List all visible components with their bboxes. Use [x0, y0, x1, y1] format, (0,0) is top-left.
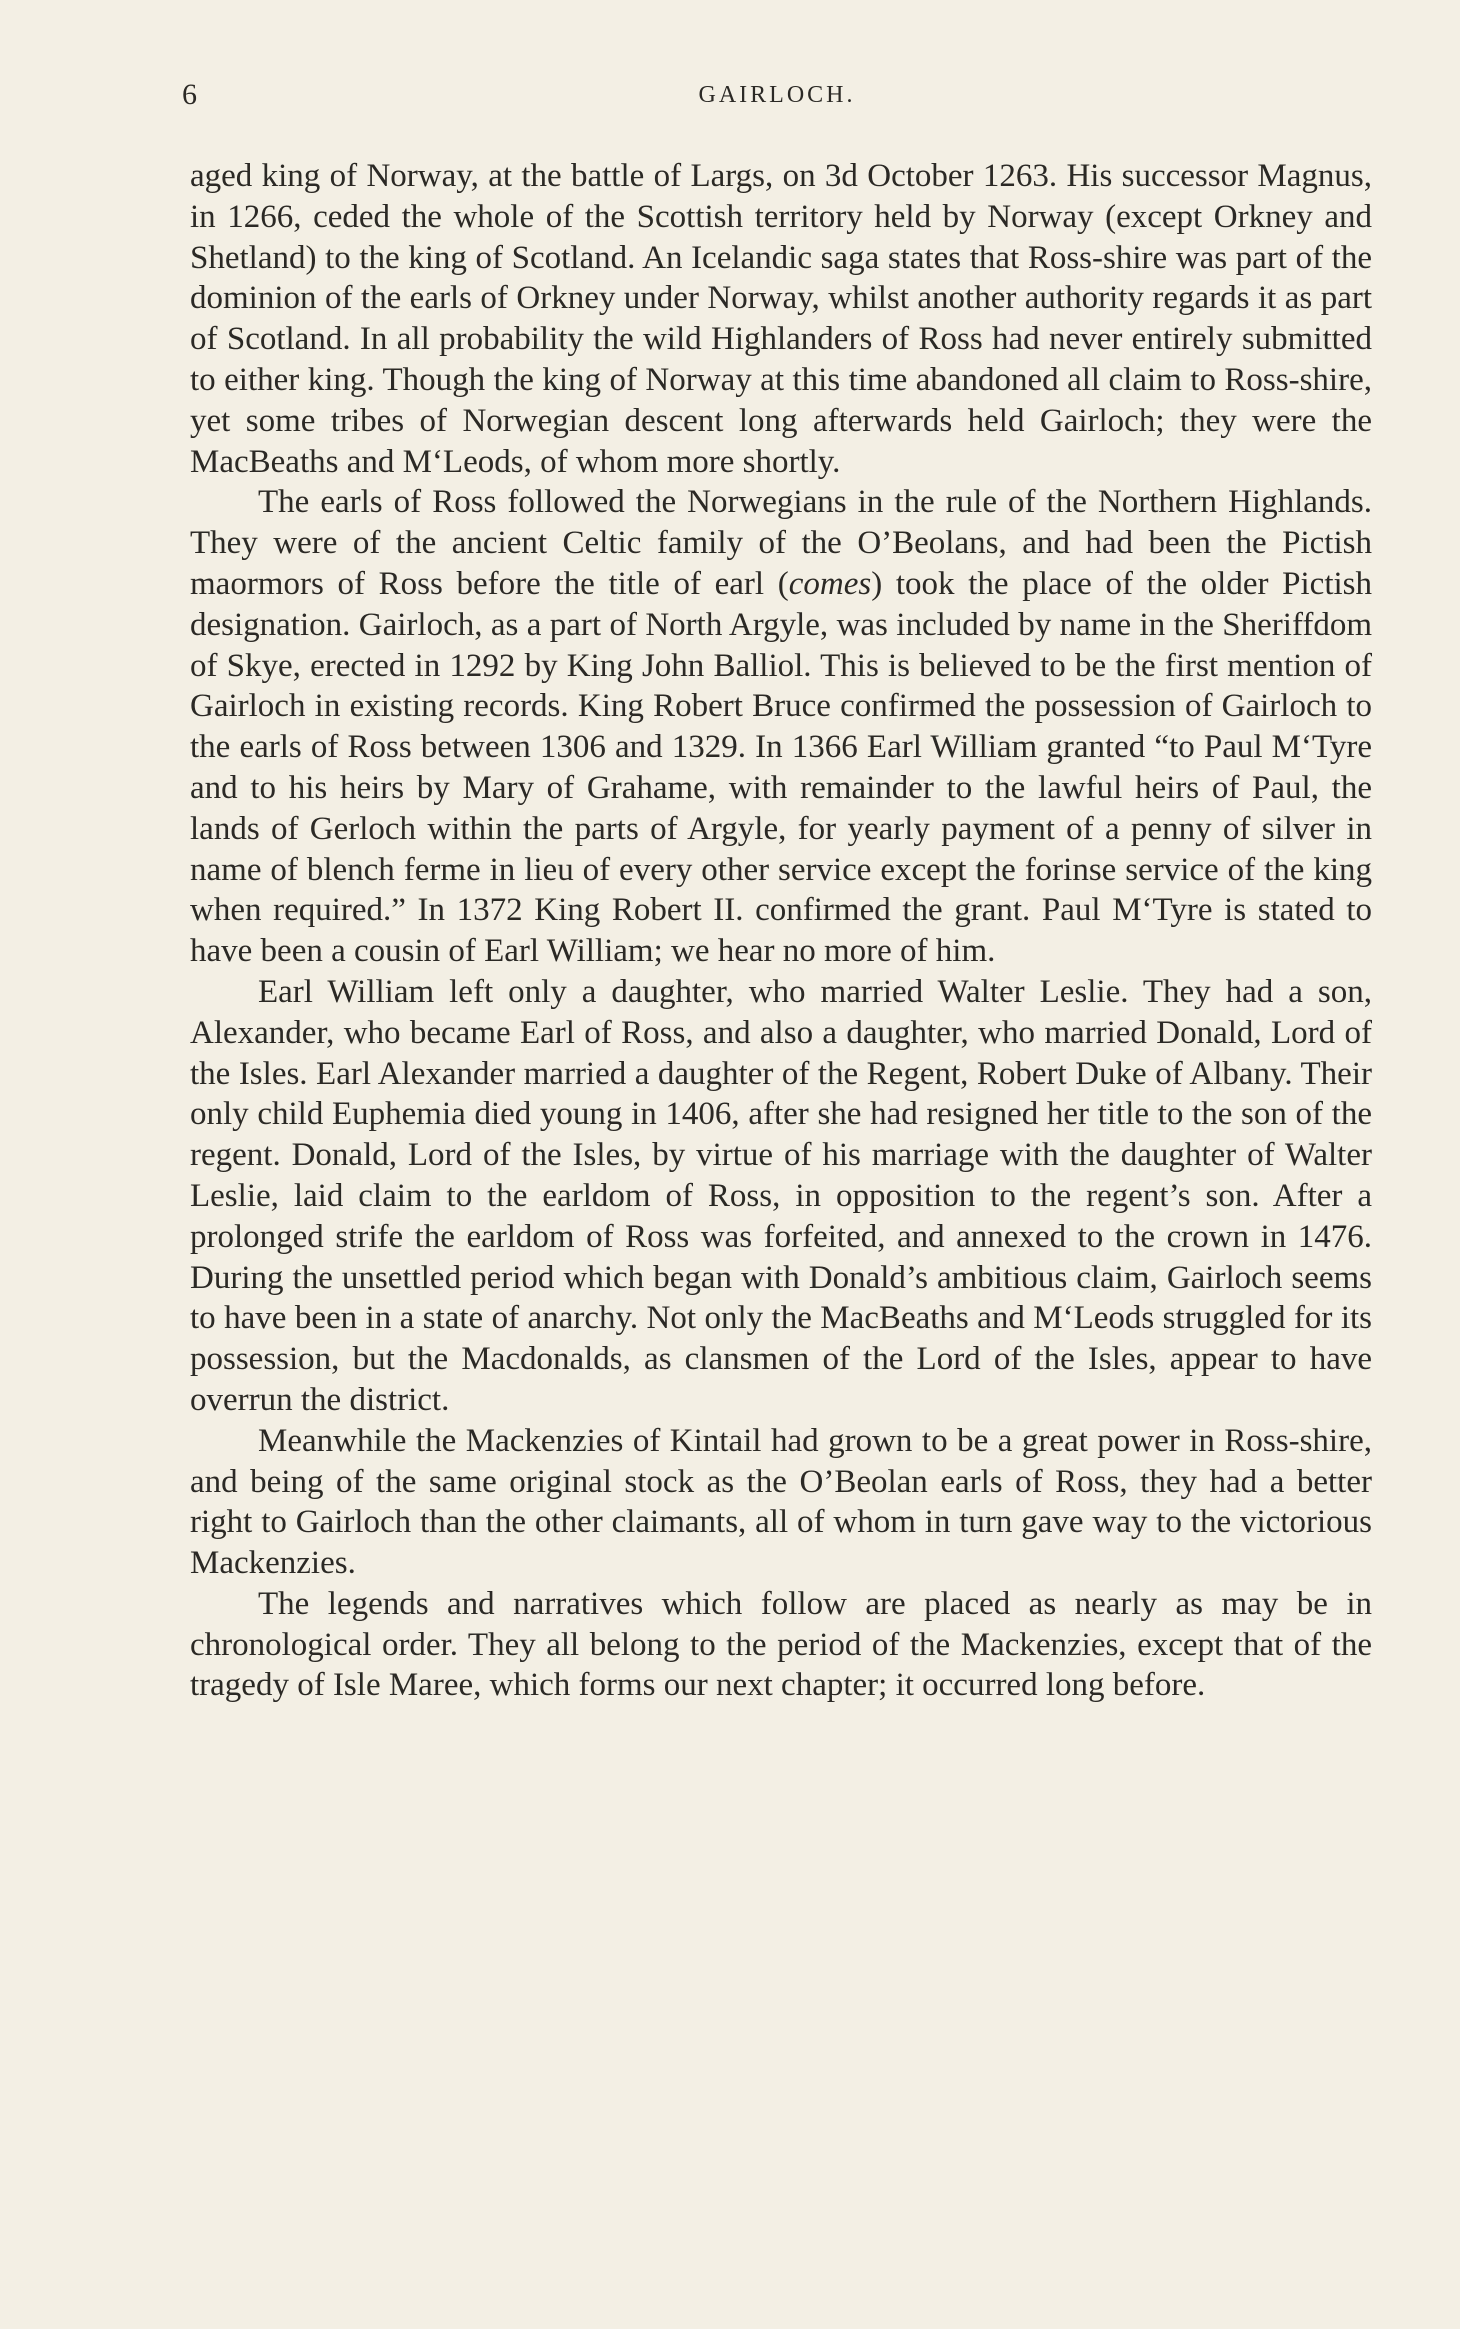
text-segment: aged king of Norway, at the battle of Largs, on 3d October 1263. His successor Magnus, in 1266, ceded the whole of the Scottish territory held by Norway (except Orkney and Shetland) to the king of Scotland. An Icelandic saga states that Ross-shire was part of the dominion of the earls of Orkney under Norway, whilst another authority regards it as part of Scotland. In all probability the wild Highlanders of Ross had never entirely submitted to either king. Though the king of Norway at this time abandoned all claim to Ross-shire, yet some tribes of Norwegian descent long afterwards held Gairloch; they were the MacBeaths and M‘Leods, of whom more shortly.: [190, 158, 1372, 480]
text-segment: ) took the place of the older Pictish designation. Gairloch, as a part of North Argyle, was included by name in the Sheriffdom of Skye, erected in 1292 by King John Balliol. This is believed to be the first mention of Gairloch in existing records. King Robert Bruce confirmed the possession of Gairloch to the earls of Ross between 1306 and 1329. In 1366 Earl William granted “to Paul M‘Tyre and to his heirs by Mary of Grahame, with remainder to the lawful heirs of Paul, the lands of Gerloch within the parts of Argyle, for yearly payment of a penny of silver in name of blench ferme in lieu of every other service except the forinse service of the king when required.” In 1372 King Robert II. confirmed the grant. Paul M‘Tyre is stated to have been a cousin of Earl William; we hear no more of him.: [190, 565, 1372, 970]
italic-term: comes: [788, 565, 872, 602]
text-segment: The earls of Ross followed the Norwegians in the rule of the Northern Highlands. They were of the ancient Celtic family of the O’Beolans, and had been the Pictish maormors of Ross before the title of earl (: [190, 484, 1372, 602]
text-segment: Earl William left only a daughter, who married Walter Leslie. They had a son, Alexander, who became Earl of Ross, and also a daughter, who married Donald, Lord of the Isles. Earl Alexander married a daughter of the Regent, Robert Duke of Albany. Their only child Euphemia died young in 1406, after she had resigned her title to the son of the regent. Donald, Lord of the Isles, by virtue of his marriage with the daughter of Walter Leslie, laid claim to the earldom of Ross, in opposition to the regent’s son. After a prolonged strife the earldom of Ross was forfeited, and annexed to the crown in 1476. During the unsettled period which began with Donald’s ambitious claim, Gairloch seems to have been in a state of anarchy. Not only the MacBeaths and M‘Leods struggled for its possession, but the Macdonalds, as clansmen of the Lord of the Isles, appear to have overrun the district.: [190, 973, 1372, 1418]
paragraph: [190, 156, 1372, 482]
paragraph: [190, 1421, 1372, 1584]
page-number: 6: [182, 78, 198, 111]
paragraph: [190, 482, 1372, 972]
running-title: GAIRLOCH.: [698, 82, 856, 108]
text-segment: The legends and narratives which follow are placed as nearly as may be in chronological order. They all belong to the period of the Mackenzies, except that of the tragedy of Isle Maree, which forms our next chapter; it occurred long before.: [190, 1585, 1372, 1704]
body-text: [190, 156, 1372, 1706]
page-header: [182, 78, 1372, 128]
paragraph: [190, 1584, 1372, 1706]
paragraph: [190, 972, 1372, 1421]
text-segment: Meanwhile the Mackenzies of Kintail had grown to be a great power in Ross-shire, and being of the same original stock as the O’Beolan earls of Ross, they had a better right to Gairloch than the other claimants, all of whom in turn gave way to the victorious Mackenzies.: [190, 1422, 1372, 1582]
